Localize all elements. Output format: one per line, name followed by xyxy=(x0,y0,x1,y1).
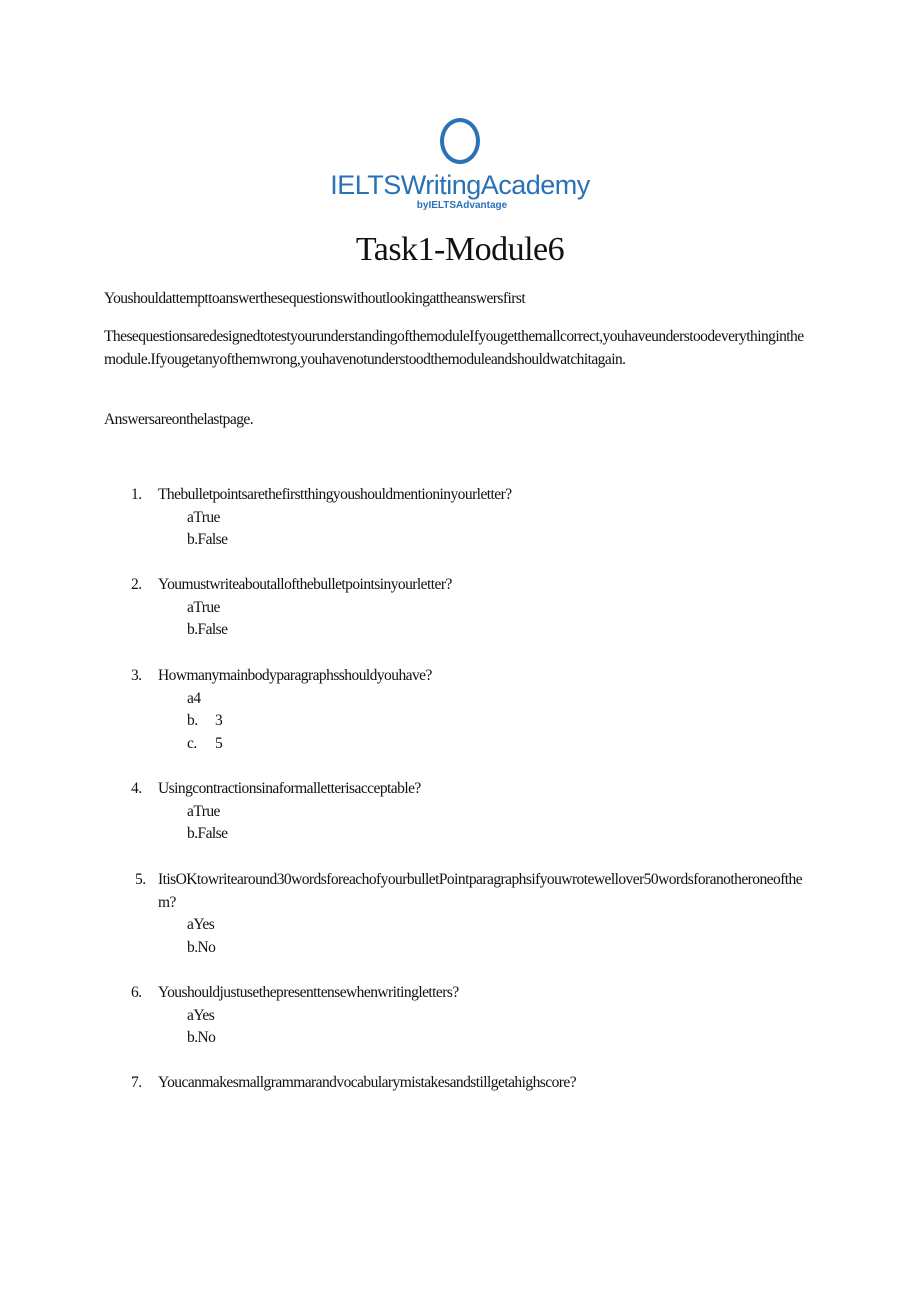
question-number: 2. xyxy=(131,576,142,593)
question-text: Youshouldjustusethepresenttensewhenwritingletters? xyxy=(158,984,459,1001)
intro-instruction: Youshouldattempttoanswerthesequestionswithoutlookingattheanswersfirst xyxy=(104,290,526,307)
option-a: aYes xyxy=(187,1006,215,1024)
option-b xyxy=(187,710,222,733)
option-a: aTrue xyxy=(187,508,220,526)
question-text: Thebulletpointsarethefirstthingyoushouldmentioninyourletter? xyxy=(158,486,512,503)
option-letter: b. xyxy=(187,712,198,730)
intro-explanation: ThesequestionsaredesignedtotestyourunderstandingofthemoduleIfyougetthemallcorrect,youhaveunderstoodeverythinginthemodule.Ifyougetanyofthemwrong,youhavenotunderstoodthemoduleandshouldwatchitagain. xyxy=(104,328,804,368)
question-text: Youcanmakesmallgrammarandvocabularymistakesandstillgetahighscore? xyxy=(158,1074,577,1091)
option-b: b.No xyxy=(187,1029,216,1047)
question-number: 1. xyxy=(131,486,142,503)
question-number: 3. xyxy=(131,667,142,684)
option-a: a4 xyxy=(187,689,201,707)
question-number: 7. xyxy=(131,1074,142,1091)
page-title: Task1-Module6 xyxy=(355,231,565,268)
question-number: 6. xyxy=(131,984,142,1001)
option-b: b.False xyxy=(187,531,228,549)
option-b: b.False xyxy=(187,825,228,843)
option-value: 5 xyxy=(215,734,223,752)
question-text: Youmustwriteaboutallofthebulletpointsinyourletter? xyxy=(158,576,452,593)
question-number: 4. xyxy=(131,780,142,797)
brand-tagline: byIELTSAdvantage xyxy=(416,200,508,211)
question-text: ItisOKtowritearound30wordsforeachofyourbulletPointparagraphsifyouwrotewellover50wordsforanotheroneofthem? xyxy=(158,871,803,911)
option-a: aTrue xyxy=(187,802,220,820)
brand-logo xyxy=(0,118,920,212)
option-c xyxy=(187,733,222,756)
option-b: b.False xyxy=(187,621,228,639)
question-text: Usingcontractionsinaformalletterisacceptable? xyxy=(158,780,421,797)
question-text: Howmanymainbodyparagraphsshouldyouhave? xyxy=(158,667,432,684)
question-number: 5. xyxy=(135,871,146,888)
option-a: aTrue xyxy=(187,598,220,616)
logo-ring-icon xyxy=(440,118,480,164)
brand-name: IELTSWritingAcademy xyxy=(330,170,590,200)
option-letter: c. xyxy=(187,734,197,752)
option-a: aYes xyxy=(187,916,215,934)
option-b: b.No xyxy=(187,938,216,956)
intro-answers-note: Answersareonthelastpage. xyxy=(104,411,254,428)
option-value: 3 xyxy=(215,712,223,730)
